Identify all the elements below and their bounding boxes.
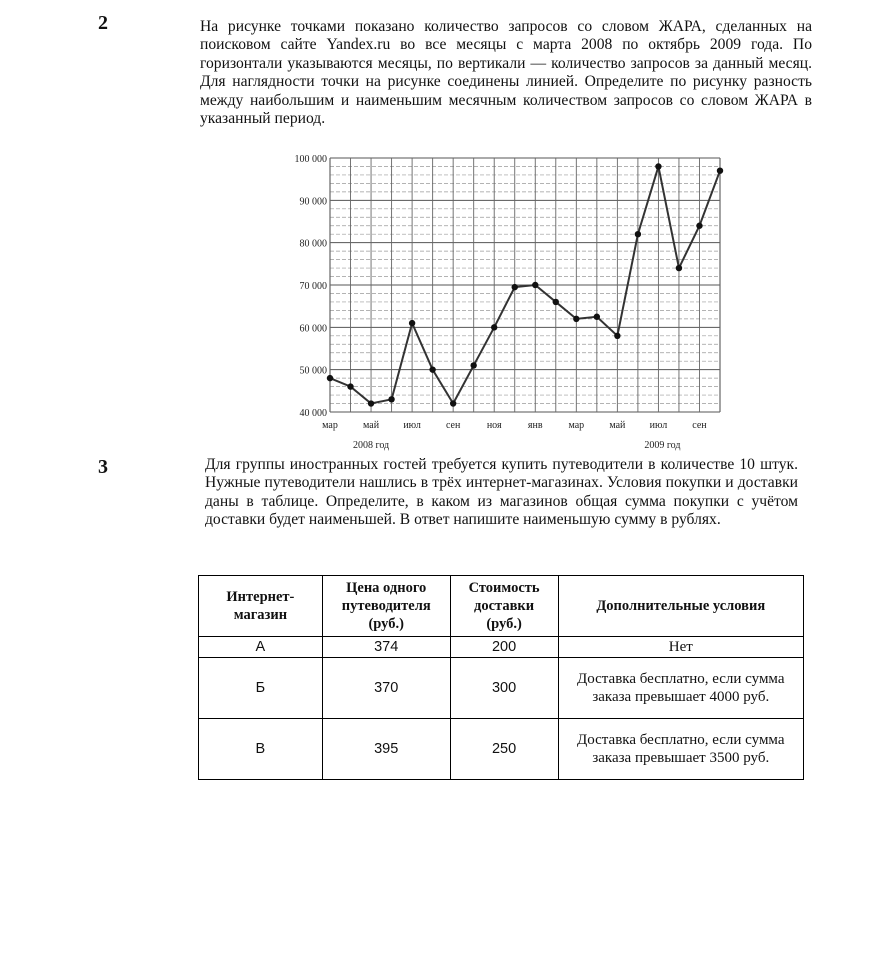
data-point [368, 400, 374, 406]
x-tick-label: май [609, 420, 626, 431]
task-number-3: 3 [98, 456, 108, 478]
header-conditions: Дополнительные условия [558, 576, 803, 637]
x-tick-label: мар [568, 420, 585, 431]
cell-conditions: Доставка бесплатно, если сумма заказа превышает 3500 руб. [558, 719, 803, 780]
year-label: 2008 год [352, 440, 390, 451]
cell-shop: Б [199, 658, 323, 719]
queries-line-chart [286, 148, 726, 454]
cell-conditions: Нет [558, 637, 803, 658]
x-tick-label: сен [692, 420, 707, 431]
data-point [491, 324, 497, 330]
y-tick-label: 40 000 [299, 408, 327, 419]
cell-conditions: Доставка бесплатно, если сумма заказа превышает 4000 руб. [558, 658, 803, 719]
x-tick-label: июл [403, 420, 421, 431]
cell-delivery: 300 [450, 658, 558, 719]
task-3-text: Для группы иностранных гостей требуется купить путеводители в количестве 10 штук. Нужные путеводители нашлись в трёх интернет-магазинах. Условия покупки и доставки даны в таблице. Определите, в каком из магазинов общая сумма покупки с учётом доставки будет наименьшей. В ответ напишите наименьшую сумму в рублях. [205, 456, 798, 529]
header-shop: Интернет-магазин [199, 576, 323, 637]
task-number-2: 2 [98, 12, 108, 34]
y-tick-label: 70 000 [299, 281, 327, 292]
data-point [594, 314, 600, 320]
x-tick-label: сен [445, 420, 461, 431]
header-delivery: Стоимость доставки (руб.) [450, 576, 558, 637]
data-point [450, 400, 456, 406]
data-point [409, 320, 415, 326]
table-header-row [199, 576, 804, 637]
data-point [676, 265, 682, 271]
data-point [532, 282, 538, 288]
table-row [199, 658, 804, 719]
data-point [635, 231, 641, 237]
chart-x-tick-labels [322, 420, 707, 431]
data-point [655, 163, 661, 169]
header-price: Цена одного путеводителя (руб.) [322, 576, 450, 637]
cell-price: 374 [322, 637, 450, 658]
data-point [327, 375, 333, 381]
chart-year-labels [353, 440, 681, 451]
y-tick-label: 60 000 [299, 323, 327, 335]
x-tick-label: мар [322, 420, 338, 431]
data-point [429, 366, 435, 372]
data-point [696, 223, 702, 229]
cell-price: 395 [322, 719, 450, 780]
data-point [470, 362, 476, 368]
y-tick-label: 90 000 [299, 196, 327, 208]
data-point [553, 299, 559, 305]
data-point [347, 383, 353, 389]
cell-shop: А [199, 637, 323, 658]
task-2-text: На рисунке точками показано количество запросов со словом ЖАРА, сделанных на поисковом сайте Yandex.ru во все месяцы с марта 2008 по октябрь 2009 года. По горизонтали указываются месяцы, по вертикали — количество запросов за данный месяц. Для наглядности точки на рисунке соединены линией. Определите по рисунку разность между наибольшим и наименьшим месячным количеством запросов со словом ЖАРА в указанный период. [200, 18, 812, 128]
x-tick-label: май [363, 420, 380, 431]
data-point [717, 168, 723, 174]
x-tick-label: ноя [486, 420, 502, 431]
cell-delivery: 250 [450, 719, 558, 780]
data-point [388, 396, 394, 402]
data-point [573, 316, 579, 322]
y-tick-label: 50 000 [299, 365, 327, 377]
shops-table [198, 575, 804, 780]
cell-delivery: 200 [450, 637, 558, 658]
data-point [512, 284, 518, 290]
x-tick-label: июл [649, 420, 668, 431]
year-label: 2009 год [644, 440, 681, 451]
chart-y-tick-labels [295, 154, 328, 419]
cell-shop: В [199, 719, 323, 780]
data-point [614, 333, 620, 339]
chart-major-grid [330, 158, 720, 412]
cell-price: 370 [322, 658, 450, 719]
y-tick-label: 80 000 [299, 238, 327, 250]
y-tick-label: 100 000 [294, 154, 327, 165]
x-tick-label: янв [527, 420, 543, 431]
table-row [199, 719, 804, 780]
table-row [199, 637, 804, 658]
